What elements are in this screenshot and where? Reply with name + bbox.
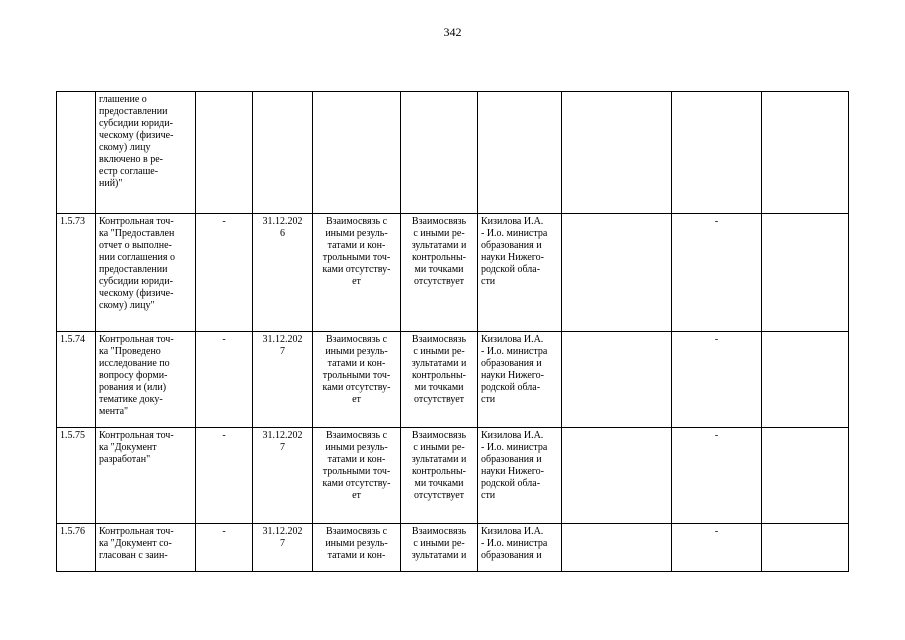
- relation-points-cell: [401, 214, 478, 332]
- cell-text-line: зультатами и: [411, 550, 467, 561]
- empty-cell: [562, 214, 672, 332]
- empty-cell: [672, 92, 762, 214]
- number-cell: [57, 428, 96, 524]
- dash-cell: [672, 524, 762, 572]
- responsible-cell: [478, 428, 562, 524]
- cell-text-line: разработан": [99, 454, 151, 465]
- name-cell: [96, 92, 196, 214]
- cell-text-line: Взаимосвязь с: [325, 334, 388, 345]
- number-cell: [57, 214, 96, 332]
- name-cell: [96, 332, 196, 428]
- cell-text-line: исследование по: [99, 358, 170, 369]
- cell-text: 1.5.76: [60, 526, 85, 537]
- cell-text-line: - И.о. министра: [481, 228, 548, 239]
- dash-cell: [196, 428, 253, 524]
- cell-text-line: скому) лицу: [99, 142, 151, 153]
- cell-text-line: вопросу форми-: [99, 370, 168, 381]
- cell-text-line: Взаимосвязь: [411, 216, 467, 227]
- empty-cell: [562, 332, 672, 428]
- cell-text-line: ками отсутству-: [322, 382, 391, 393]
- cell-text-line: с иными ре-: [413, 228, 465, 239]
- cell-text-line: с иными ре-: [413, 442, 465, 453]
- cell-text: 1.5.75: [60, 430, 85, 441]
- empty-cell: [253, 92, 313, 214]
- cell-text-line: иными резуль-: [325, 228, 388, 239]
- name-cell: [96, 428, 196, 524]
- cell-text-line: ет: [352, 394, 361, 405]
- cell-text-line: ет: [352, 276, 361, 287]
- cell-text-line: науки Нижего-: [481, 252, 544, 263]
- cell-text-line: тематике доку-: [99, 394, 163, 405]
- empty-cell: [762, 428, 849, 524]
- cell-text-line: 31.12.202: [262, 334, 303, 345]
- cell-text-line: скому) лицу": [99, 300, 155, 311]
- empty-cell: [762, 332, 849, 428]
- cell-text-line: зультатами и: [411, 240, 467, 251]
- name-cell: [96, 214, 196, 332]
- cell-text-line: 31.12.202: [262, 526, 303, 537]
- cell-text-line: ет: [352, 490, 361, 501]
- cell-text-line: мента": [99, 406, 129, 417]
- cell-text-line: трольными точ-: [322, 466, 391, 477]
- cell-text-line: татами и кон-: [327, 358, 386, 369]
- cell-text-line: ками отсутству-: [322, 264, 391, 275]
- responsible-cell: [478, 214, 562, 332]
- date-cell: [253, 524, 313, 572]
- cell-text-line: с иными ре-: [413, 538, 465, 549]
- cell-text-line: ка "Документ: [99, 442, 157, 453]
- cell-text-line: иными резуль-: [325, 346, 388, 357]
- cell-text-line: Взаимосвязь: [411, 430, 467, 441]
- cell-text-line: образования и: [481, 454, 542, 465]
- cell-text: -: [222, 430, 226, 441]
- cell-text: -: [222, 334, 226, 345]
- cell-text-line: иными резуль-: [325, 538, 388, 549]
- cell-text-line: образования и: [481, 550, 542, 561]
- cell-text-line: 6: [280, 228, 285, 239]
- cell-text-line: татами и кон-: [327, 454, 386, 465]
- cell-text-line: отсутствует: [413, 490, 465, 501]
- empty-cell: [762, 92, 849, 214]
- cell-text-line: Кизилова И.А.: [481, 430, 544, 441]
- cell-text-line: татами и кон-: [327, 240, 386, 251]
- cell-text-line: субсидии юриди-: [99, 276, 173, 287]
- cell-text-line: Контрольная точ-: [99, 430, 174, 441]
- cell-text-line: Взаимосвязь с: [325, 216, 388, 227]
- cell-text-line: - И.о. министра: [481, 346, 548, 357]
- relation-results-cell: [313, 332, 401, 428]
- cell-text-line: Взаимосвязь с: [325, 430, 388, 441]
- cell-text: -: [714, 526, 719, 537]
- empty-cell: [762, 214, 849, 332]
- cell-text-line: науки Нижего-: [481, 466, 544, 477]
- cell-text-line: отсутствует: [413, 394, 465, 405]
- cell-text-line: Взаимосвязь: [411, 334, 467, 345]
- empty-cell: [196, 92, 253, 214]
- dash-cell: [672, 214, 762, 332]
- cell-text-line: предоставлении: [99, 264, 168, 275]
- date-cell: [253, 214, 313, 332]
- date-cell: [253, 332, 313, 428]
- cell-text-line: контрольны-: [411, 370, 466, 381]
- cell-text-line: сти: [481, 490, 496, 501]
- cell-text-line: 7: [280, 442, 285, 453]
- cell-text: -: [714, 334, 719, 345]
- cell-text-line: - И.о. министра: [481, 442, 548, 453]
- cell-text-line: иными резуль-: [325, 442, 388, 453]
- cell-text: 1.5.73: [60, 216, 85, 227]
- cell-text-line: предоставлении: [99, 106, 168, 117]
- cell-text-line: образования и: [481, 358, 542, 369]
- cell-text: 1.5.74: [60, 334, 85, 345]
- cell-text-line: отсутствует: [413, 276, 465, 287]
- empty-cell: [562, 428, 672, 524]
- cell-text-line: сти: [481, 394, 496, 405]
- responsible-cell: [478, 332, 562, 428]
- cell-text-line: контрольны-: [411, 466, 466, 477]
- cell-text-line: 7: [280, 346, 285, 357]
- cell-text-line: гласован с заин-: [99, 550, 168, 561]
- cell-text-line: Контрольная точ-: [99, 334, 174, 345]
- cell-text-line: 31.12.202: [262, 430, 303, 441]
- number-cell: [57, 524, 96, 572]
- number-cell: [57, 332, 96, 428]
- cell-text-line: зультатами и: [411, 454, 467, 465]
- relation-points-cell: [401, 428, 478, 524]
- cell-text-line: включено в ре-: [99, 154, 163, 165]
- cell-text-line: - И.о. министра: [481, 538, 548, 549]
- number-cell: [57, 92, 96, 214]
- cell-text-line: трольными точ-: [322, 370, 391, 381]
- cell-text-line: науки Нижего-: [481, 370, 544, 381]
- cell-text: -: [714, 216, 719, 227]
- dash-cell: [196, 214, 253, 332]
- relation-results-cell: [313, 524, 401, 572]
- cell-text-line: ка "Проведено: [99, 346, 161, 357]
- cell-text-line: трольными точ-: [322, 252, 391, 263]
- empty-cell: [478, 92, 562, 214]
- cell-text-line: родской обла-: [481, 478, 541, 489]
- cell-text-line: Кизилова И.А.: [481, 334, 544, 345]
- dash-cell: [672, 332, 762, 428]
- cell-text-line: естр соглаше-: [99, 166, 159, 177]
- cell-text-line: 31.12.202: [262, 216, 303, 227]
- dash-cell: [196, 524, 253, 572]
- table-row: [57, 524, 849, 572]
- empty-cell: [562, 524, 672, 572]
- table-row: [57, 428, 849, 524]
- relation-points-cell: [401, 524, 478, 572]
- relation-results-cell: [313, 428, 401, 524]
- cell-text-line: субсидии юриди-: [99, 118, 173, 129]
- cell-text-line: 7: [280, 538, 285, 549]
- cell-text: -: [714, 430, 719, 441]
- cell-text-line: с иными ре-: [413, 346, 465, 357]
- cell-text-line: ками отсутству-: [322, 478, 391, 489]
- cell-text-line: ческому (физиче-: [99, 288, 174, 299]
- name-cell: [96, 524, 196, 572]
- cell-text-line: Взаимосвязь с: [325, 526, 388, 537]
- table-body: [57, 92, 849, 572]
- cell-text-line: ний)": [99, 178, 123, 189]
- cell-text-line: отчет о выполне-: [99, 240, 172, 251]
- relation-points-cell: [401, 332, 478, 428]
- relation-results-cell: [313, 214, 401, 332]
- cell-text-line: зультатами и: [411, 358, 467, 369]
- cell-text-line: ми точками: [414, 478, 464, 489]
- cell-text: -: [222, 526, 226, 537]
- empty-cell: [401, 92, 478, 214]
- dash-cell: [672, 428, 762, 524]
- cell-text-line: сти: [481, 276, 496, 287]
- cell-text-line: родской обла-: [481, 264, 541, 275]
- empty-cell: [313, 92, 401, 214]
- cell-text-line: Взаимосвязь: [411, 526, 467, 537]
- cell-text-line: контрольны-: [411, 252, 466, 263]
- cell-text-line: татами и кон-: [327, 550, 386, 561]
- cell-text-line: ческому (физиче-: [99, 130, 174, 141]
- date-cell: [253, 428, 313, 524]
- cell-text-line: ми точками: [414, 264, 464, 275]
- table-row: [57, 214, 849, 332]
- cell-text-line: Кизилова И.А.: [481, 216, 544, 227]
- cell-text-line: нии соглашения о: [99, 252, 175, 263]
- cell-text-line: ми точками: [414, 382, 464, 393]
- empty-cell: [762, 524, 849, 572]
- cell-text-line: ка "Документ со-: [99, 538, 172, 549]
- table-row-continuation: [57, 92, 849, 214]
- cell-text-line: образования и: [481, 240, 542, 251]
- cell-text-line: ка "Предоставлен: [99, 228, 175, 239]
- control-points-table: [56, 91, 849, 572]
- cell-text-line: Кизилова И.А.: [481, 526, 544, 537]
- responsible-cell: [478, 524, 562, 572]
- cell-text-line: глашение о: [99, 94, 147, 105]
- cell-text-line: родской обла-: [481, 382, 541, 393]
- cell-text: -: [222, 216, 226, 227]
- cell-text-line: Контрольная точ-: [99, 216, 174, 227]
- table-row: [57, 332, 849, 428]
- cell-text-line: рования и (или): [99, 382, 167, 393]
- dash-cell: [196, 332, 253, 428]
- empty-cell: [562, 92, 672, 214]
- page-number: 342: [443, 25, 462, 39]
- cell-text-line: Контрольная точ-: [99, 526, 174, 537]
